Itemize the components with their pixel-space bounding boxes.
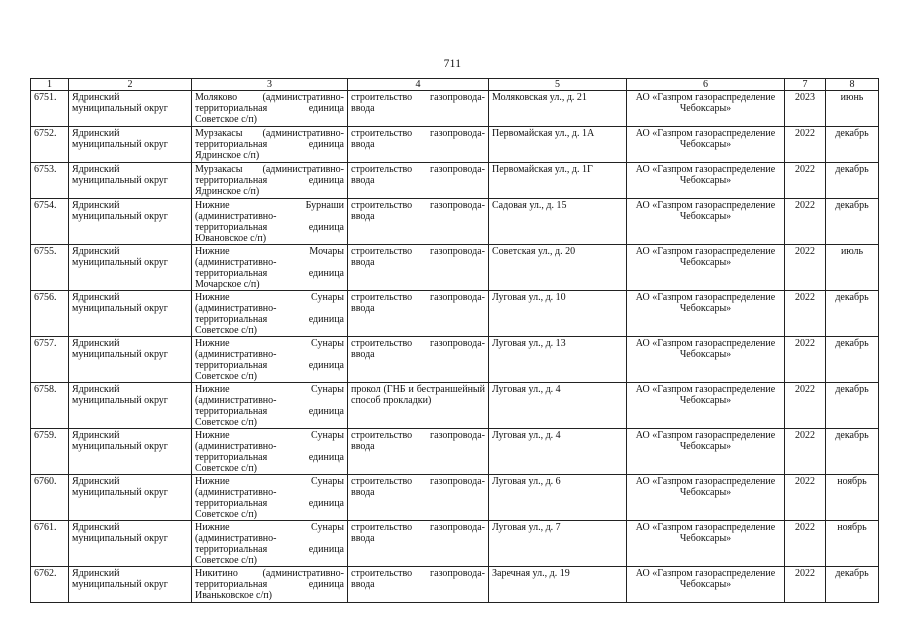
address-cell: Моляковская ул., д. 21 bbox=[489, 91, 627, 127]
header-row bbox=[31, 79, 879, 91]
row-number-cell: 6751. bbox=[31, 91, 69, 127]
table-row bbox=[31, 337, 879, 383]
district-cell: Ядринский муниципальный округ bbox=[69, 127, 192, 163]
district-cell: Ядринский муниципальный округ bbox=[69, 567, 192, 603]
address-cell: Луговая ул., д. 10 bbox=[489, 291, 627, 337]
organization-cell: АО «Газпром газораспределение Чебоксары» bbox=[627, 337, 785, 383]
table-row bbox=[31, 429, 879, 475]
header-cell: 1 bbox=[31, 79, 69, 91]
settlement-cell: Мурзакасы (административно-территориальная единица Ядринское с/п) bbox=[192, 163, 348, 199]
organization-cell: АО «Газпром газораспределение Чебоксары» bbox=[627, 127, 785, 163]
month-cell: июль bbox=[826, 245, 879, 291]
row-number-cell: 6755. bbox=[31, 245, 69, 291]
table-row bbox=[31, 245, 879, 291]
table-row bbox=[31, 91, 879, 127]
work-type-cell: строительство газопровода-ввода bbox=[348, 567, 489, 603]
month-cell: декабрь bbox=[826, 199, 879, 245]
gas-works-table bbox=[30, 78, 879, 603]
work-type-cell: строительство газопровода-ввода bbox=[348, 475, 489, 521]
organization-cell: АО «Газпром газораспределение Чебоксары» bbox=[627, 567, 785, 603]
table-row bbox=[31, 521, 879, 567]
year-cell: 2022 bbox=[785, 383, 826, 429]
work-type-cell: строительство газопровода-ввода bbox=[348, 429, 489, 475]
month-cell: июнь bbox=[826, 91, 879, 127]
month-cell: декабрь bbox=[826, 567, 879, 603]
address-cell: Луговая ул., д. 4 bbox=[489, 429, 627, 475]
settlement-cell: Нижние Сунары (административно-территориальная единица Советское с/п) bbox=[192, 521, 348, 567]
month-cell: ноябрь bbox=[826, 475, 879, 521]
row-number-cell: 6754. bbox=[31, 199, 69, 245]
district-cell: Ядринский муниципальный округ bbox=[69, 245, 192, 291]
settlement-cell: Нижние Сунары (административно-территориальная единица Советское с/п) bbox=[192, 383, 348, 429]
district-cell: Ядринский муниципальный округ bbox=[69, 163, 192, 199]
table-row bbox=[31, 199, 879, 245]
work-type-cell: строительство газопровода-ввода bbox=[348, 521, 489, 567]
organization-cell: АО «Газпром газораспределение Чебоксары» bbox=[627, 291, 785, 337]
header-cell: 3 bbox=[192, 79, 348, 91]
year-cell: 2022 bbox=[785, 291, 826, 337]
organization-cell: АО «Газпром газораспределение Чебоксары» bbox=[627, 429, 785, 475]
work-type-cell: прокол (ГНБ и бестраншейный способ прокладки) bbox=[348, 383, 489, 429]
organization-cell: АО «Газпром газораспределение Чебоксары» bbox=[627, 199, 785, 245]
row-number-cell: 6756. bbox=[31, 291, 69, 337]
year-cell: 2022 bbox=[785, 127, 826, 163]
row-number-cell: 6760. bbox=[31, 475, 69, 521]
address-cell: Заречная ул., д. 19 bbox=[489, 567, 627, 603]
district-cell: Ядринский муниципальный округ bbox=[69, 383, 192, 429]
row-number-cell: 6752. bbox=[31, 127, 69, 163]
settlement-cell: Нижние Бурнаши (административно-территориальная единица Ювановское с/п) bbox=[192, 199, 348, 245]
table-row bbox=[31, 127, 879, 163]
year-cell: 2023 bbox=[785, 91, 826, 127]
month-cell: декабрь bbox=[826, 291, 879, 337]
header-cell: 6 bbox=[627, 79, 785, 91]
row-number-cell: 6757. bbox=[31, 337, 69, 383]
district-cell: Ядринский муниципальный округ bbox=[69, 91, 192, 127]
row-number-cell: 6753. bbox=[31, 163, 69, 199]
row-number-cell: 6758. bbox=[31, 383, 69, 429]
header-cell: 4 bbox=[348, 79, 489, 91]
table-row bbox=[31, 291, 879, 337]
year-cell: 2022 bbox=[785, 245, 826, 291]
row-number-cell: 6761. bbox=[31, 521, 69, 567]
settlement-cell: Моляково (административно-территориальная единица Советское с/п) bbox=[192, 91, 348, 127]
header-cell: 7 bbox=[785, 79, 826, 91]
header-cell: 2 bbox=[69, 79, 192, 91]
district-cell: Ядринский муниципальный округ bbox=[69, 291, 192, 337]
month-cell: декабрь bbox=[826, 337, 879, 383]
work-type-cell: строительство газопровода-ввода bbox=[348, 199, 489, 245]
settlement-cell: Нижние Сунары (административно-территориальная единица Советское с/п) bbox=[192, 337, 348, 383]
month-cell: декабрь bbox=[826, 127, 879, 163]
year-cell: 2022 bbox=[785, 337, 826, 383]
organization-cell: АО «Газпром газораспределение Чебоксары» bbox=[627, 383, 785, 429]
settlement-cell: Мурзакасы (административно-территориальная единица Ядринское с/п) bbox=[192, 127, 348, 163]
table-row bbox=[31, 383, 879, 429]
settlement-cell: Нижние Сунары (административно-территориальная единица Советское с/п) bbox=[192, 291, 348, 337]
table-row bbox=[31, 567, 879, 603]
table-row bbox=[31, 475, 879, 521]
year-cell: 2022 bbox=[785, 199, 826, 245]
settlement-cell: Нижние Сунары (административно-территориальная единица Советское с/п) bbox=[192, 429, 348, 475]
district-cell: Ядринский муниципальный округ bbox=[69, 475, 192, 521]
year-cell: 2022 bbox=[785, 429, 826, 475]
organization-cell: АО «Газпром газораспределение Чебоксары» bbox=[627, 245, 785, 291]
header-cell: 5 bbox=[489, 79, 627, 91]
organization-cell: АО «Газпром газораспределение Чебоксары» bbox=[627, 163, 785, 199]
address-cell: Луговая ул., д. 13 bbox=[489, 337, 627, 383]
row-number-cell: 6762. bbox=[31, 567, 69, 603]
row-number-cell: 6759. bbox=[31, 429, 69, 475]
page-number: 711 bbox=[443, 58, 462, 70]
district-cell: Ядринский муниципальный округ bbox=[69, 521, 192, 567]
month-cell: декабрь bbox=[826, 163, 879, 199]
address-cell: Луговая ул., д. 7 bbox=[489, 521, 627, 567]
month-cell: ноябрь bbox=[826, 521, 879, 567]
work-type-cell: строительство газопровода-ввода bbox=[348, 337, 489, 383]
address-cell: Луговая ул., д. 4 bbox=[489, 383, 627, 429]
organization-cell: АО «Газпром газораспределение Чебоксары» bbox=[627, 91, 785, 127]
address-cell: Садовая ул., д. 15 bbox=[489, 199, 627, 245]
table-row bbox=[31, 163, 879, 199]
settlement-cell: Нижние Сунары (административно-территориальная единица Советское с/п) bbox=[192, 475, 348, 521]
work-type-cell: строительство газопровода-ввода bbox=[348, 127, 489, 163]
work-type-cell: строительство газопровода-ввода bbox=[348, 245, 489, 291]
settlement-cell: Нижние Мочары (административно-территориальная единица Мочарское с/п) bbox=[192, 245, 348, 291]
year-cell: 2022 bbox=[785, 163, 826, 199]
organization-cell: АО «Газпром газораспределение Чебоксары» bbox=[627, 475, 785, 521]
month-cell: декабрь bbox=[826, 383, 879, 429]
district-cell: Ядринский муниципальный округ bbox=[69, 199, 192, 245]
organization-cell: АО «Газпром газораспределение Чебоксары» bbox=[627, 521, 785, 567]
year-cell: 2022 bbox=[785, 521, 826, 567]
address-cell: Первомайская ул., д. 1Г bbox=[489, 163, 627, 199]
settlement-cell: Никитино (административно-территориальная единица Иваньковское с/п) bbox=[192, 567, 348, 603]
month-cell: декабрь bbox=[826, 429, 879, 475]
work-type-cell: строительство газопровода-ввода bbox=[348, 291, 489, 337]
header-cell: 8 bbox=[826, 79, 879, 91]
district-cell: Ядринский муниципальный округ bbox=[69, 429, 192, 475]
year-cell: 2022 bbox=[785, 567, 826, 603]
address-cell: Луговая ул., д. 6 bbox=[489, 475, 627, 521]
address-cell: Первомайская ул., д. 1А bbox=[489, 127, 627, 163]
year-cell: 2022 bbox=[785, 475, 826, 521]
work-type-cell: строительство газопровода-ввода bbox=[348, 91, 489, 127]
address-cell: Советская ул., д. 20 bbox=[489, 245, 627, 291]
district-cell: Ядринский муниципальный округ bbox=[69, 337, 192, 383]
work-type-cell: строительство газопровода-ввода bbox=[348, 163, 489, 199]
